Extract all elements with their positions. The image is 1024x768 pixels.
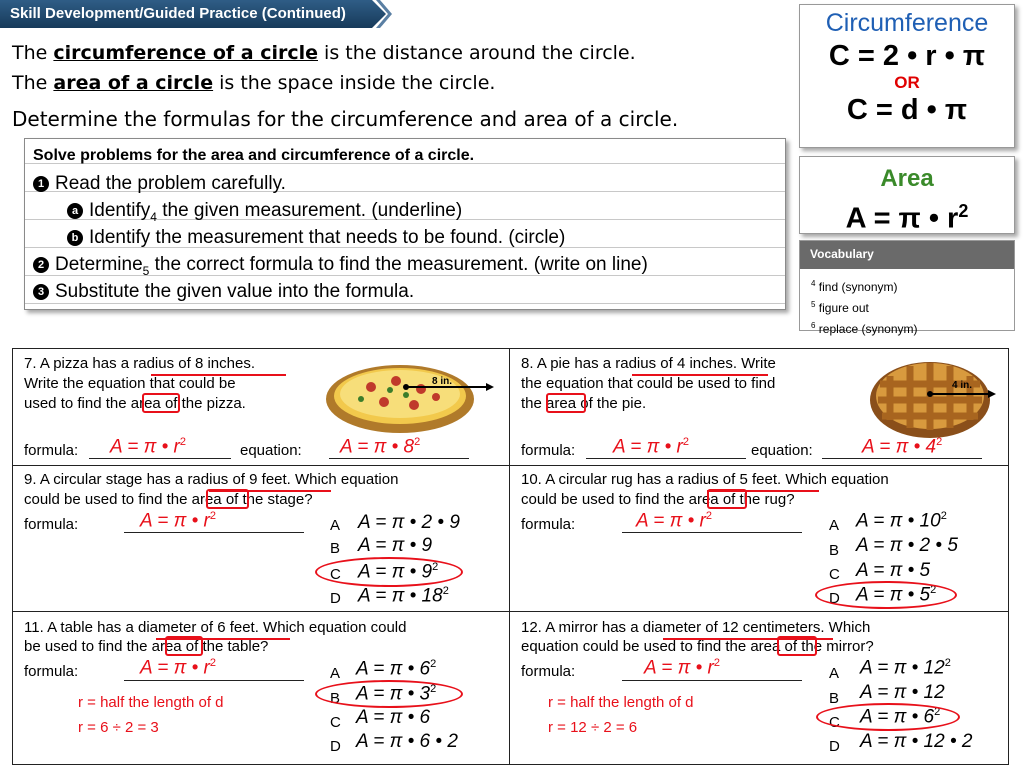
vocab-item: $^6$ replace (synonym) [811, 321, 918, 336]
choice-b: A = π • 9 [358, 535, 433, 556]
choice-a: A = π • $12^2$ [860, 657, 951, 679]
choice-c: A = π • $6^2$ [860, 706, 941, 728]
circumference-box [799, 4, 1015, 148]
vocabulary-panel [799, 240, 1015, 336]
formula-answer: A = π • $r^2$ [613, 436, 690, 458]
equation-answer: A = π • $4^2$ [862, 436, 943, 458]
choice-d: A = π • 12 • 2 [860, 731, 973, 752]
intro-circumference: The circumference of a circle is the distance around the circle. [12, 42, 636, 64]
choice-b: A = π • 12 [860, 682, 945, 703]
choice-c: A = π • 6 [356, 707, 431, 728]
hint-note: r = 6 ÷ 2 = 3 [78, 719, 159, 736]
step-3: 3 Substitute the given value into the formula. [33, 281, 414, 303]
area-formula: A = π • $r^2$ [845, 201, 969, 235]
formula-answer: A = π • $r^2$ [110, 436, 187, 458]
grid-divider [12, 611, 1009, 612]
equation-answer: A = π • $8^2$ [340, 436, 421, 458]
hint-note: r = 12 ÷ 2 = 6 [548, 719, 638, 736]
term-area: area of a circle [53, 72, 214, 94]
step-marker-icon: b [67, 230, 83, 246]
header-banner [0, 0, 392, 28]
choice-b: A = π • 2 • 5 [856, 535, 958, 556]
answer-line [622, 680, 802, 681]
circumference-formula-2: C = d • π [846, 94, 968, 126]
formula-answer: A = π • $r^2$ [636, 510, 713, 532]
correct-answer-ring [815, 581, 957, 609]
hint-note: r = half the length of d [548, 694, 694, 711]
step-2: 2 Determine$_5$ the correct formula to find the measurement. (write on line) [33, 254, 648, 278]
choice-c: A = π • 5 [856, 560, 931, 581]
choice-a: A = π • $10^2$ [856, 510, 947, 532]
step-marker-icon: a [67, 203, 83, 219]
steps-title: Solve problems for the area and circumference of a circle. [33, 147, 475, 164]
answer-line [124, 680, 304, 681]
vocab-item: $^4$ find (synonym) [811, 279, 898, 294]
choice-a: A = π • $6^2$ [356, 658, 437, 680]
steps-box [24, 138, 786, 310]
choice-a: A = π • 2 • 9 [358, 512, 460, 533]
formula-answer: A = π • $r^2$ [140, 510, 217, 532]
radius-label: 4 in. [952, 380, 973, 391]
circumference-formula-1: C = 2 • r • π [828, 40, 986, 72]
choice-c: A = π • $9^2$ [358, 561, 439, 583]
choice-d: A = π • $5^2$ [856, 584, 937, 606]
choice-d: A = π • $18^2$ [358, 585, 449, 607]
step-marker-icon: 3 [33, 284, 49, 300]
choice-d: A = π • 6 • 2 [356, 731, 458, 752]
circle-mark [165, 636, 203, 656]
or-label: OR [894, 73, 920, 92]
circle-mark [206, 489, 249, 509]
step-1b: b Identify the measurement that needs to be found. (circle) [67, 227, 565, 249]
circle-mark [546, 393, 586, 413]
circle-mark [142, 393, 180, 413]
banner-title: Skill Development/Guided Practice (Continued) [10, 5, 346, 22]
grid-divider [509, 348, 510, 765]
vocabulary-title: Vocabulary [800, 241, 1014, 269]
area-title: Area [880, 165, 934, 192]
step-1a: a Identify$_4$ the given measurement. (underline) [67, 200, 462, 224]
correct-answer-ring [315, 680, 463, 708]
correct-answer-ring [315, 557, 463, 587]
choice-b: A = π • $3^2$ [356, 683, 437, 705]
vocab-item: $^5$ figure out [811, 300, 869, 315]
circle-mark [777, 636, 817, 656]
step-1: 1 Read the problem carefully. [33, 173, 286, 195]
grid-divider [12, 465, 1009, 466]
pizza-icon [326, 357, 496, 441]
area-box [799, 156, 1015, 234]
radius-label: 8 in. [432, 376, 453, 387]
circumference-title: Circumference [825, 9, 989, 37]
pie-icon [868, 354, 998, 440]
circle-mark [707, 489, 747, 509]
intro-area: The area of a circle is the space inside the circle. [12, 72, 496, 94]
hint-note: r = half the length of d [78, 694, 224, 711]
step-marker-icon: 2 [33, 257, 49, 273]
term-circumference: circumference of a circle [53, 42, 318, 64]
correct-answer-ring [816, 703, 960, 731]
step-marker-icon: 1 [33, 176, 49, 192]
intro-instruction: Determine the formulas for the circumference and area of a circle. [12, 107, 679, 131]
formula-answer: A = π • $r^2$ [140, 657, 217, 679]
formula-answer: A = π • $r^2$ [644, 657, 721, 679]
